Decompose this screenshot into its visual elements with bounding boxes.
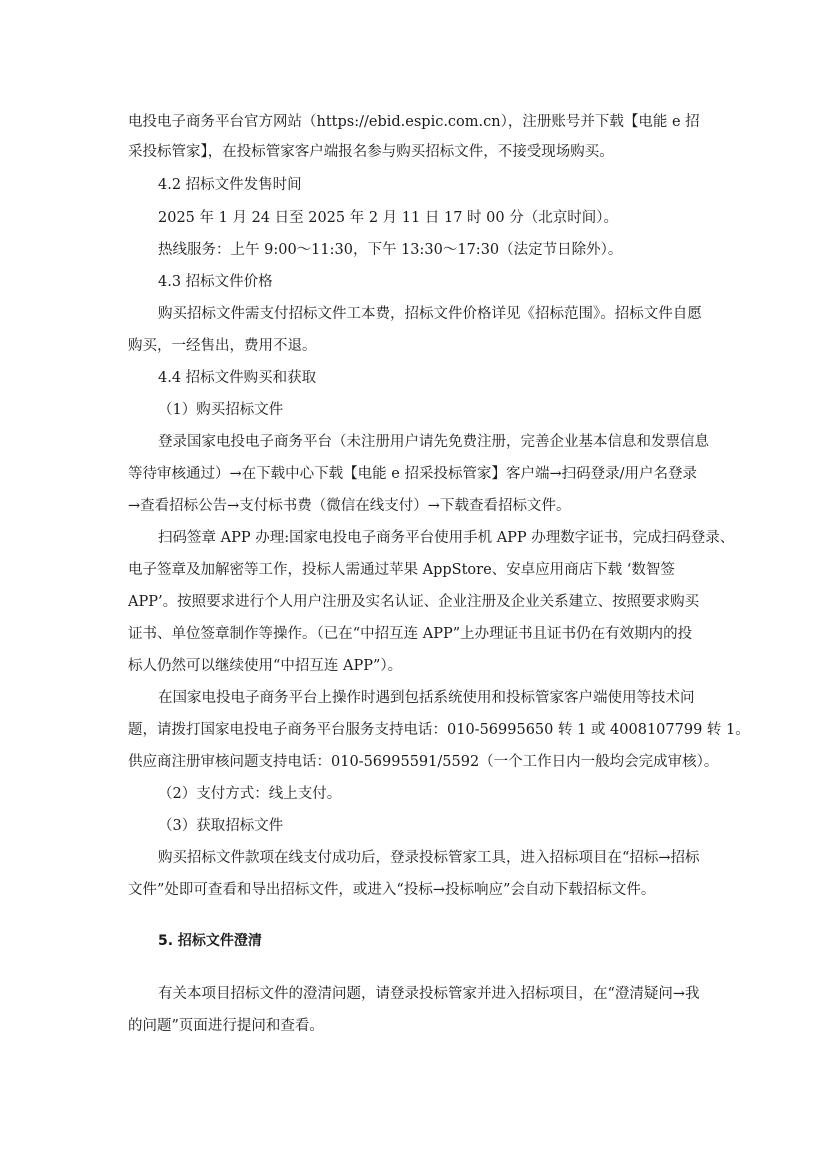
section-heading: 4.4 招标文件购买和获取: [158, 370, 317, 386]
body-line: 购买招标文件需支付招标文件工本费，招标文件价格详见《招标范围》。招标文件自愿: [158, 306, 702, 322]
body-line: 电投电子商务平台官方网站（https://ebid.espic.com.cn），注册账号并下载【电能 e 招: [128, 114, 700, 130]
body-line: 文件”处即可查看和导出招标文件，或进入“投标→投标响应”会自动下载招标文件。: [128, 882, 656, 898]
body-line: 供应商注册审核问题支持电话：010-56995591/5592（一个工作日内一般均会完成审核）。: [128, 754, 719, 770]
body-line: 电子签章及加解密等工作，投标人需通过苹果 AppStore、安卓应用商店下载 ‘数智签: [128, 562, 675, 578]
body-line: 题，请拨打国家电投电子商务平台服务支持电话：010-56995650 转 1 或 4008107799 转 1。: [128, 722, 750, 738]
body-line: 在国家电投电子商务平台上操作时遇到包括系统使用和投标管家客户端使用等技术问: [158, 690, 695, 706]
body-line: 标人仍然可以继续使用“中招互连 APP”）。: [128, 658, 403, 674]
subsection-heading: （1）购买招标文件: [158, 402, 284, 418]
body-line: →查看招标公告→支付标书费（微信在线支付）→下载查看招标文件。: [128, 498, 571, 514]
body-line: 证书、单位签章制作等操作。（已在“中招互连 APP”上办理证书且证书仍在有效期内的投: [128, 626, 693, 642]
body-line: APP’。按照要求进行个人用户注册及实名认证、企业注册及企业关系建立、按照要求购买: [128, 594, 700, 610]
subsection-heading: （2）支付方式：线上支付。: [158, 786, 342, 802]
body-line: 扫码签章 APP 办理:国家电投电子商务平台使用手机 APP 办理数字证书，完成扫码登录、: [158, 530, 735, 546]
body-line: 采投标管家】，在投标管家客户端报名参与购买招标文件，不接受现场购买。: [128, 144, 614, 160]
section-heading: 4.2 招标文件发售时间: [158, 177, 302, 193]
subsection-heading: （3）获取招标文件: [158, 818, 284, 834]
body-line: 等待审核通过）→在下载中心下载【电能 e 招采投标管家】客户端→扫码登录/用户名登录: [128, 466, 697, 482]
body-line: 2025 年 1 月 24 日至 2025 年 2 月 11 日 17 时 00 分（北京时间）。: [158, 210, 618, 226]
section-5-heading: 5. 招标文件澄清: [158, 933, 262, 949]
body-line: 有关本项目招标文件的澄清问题，请登录投标管家并进入招标项目，在“澄清疑问→我: [158, 986, 700, 1002]
section-heading: 4.3 招标文件价格: [158, 274, 273, 290]
body-line: 购买招标文件款项在线支付成功后，登录投标管家工具，进入招标项目在“招标→招标: [158, 850, 700, 866]
body-line: 的问题”页面进行提问和查看。: [128, 1018, 324, 1034]
body-line: 热线服务：上午 9:00～11:30，下午 13:30～17:30（法定节日除外）。: [158, 242, 623, 258]
body-line: 购买，一经售出，费用不退。: [128, 338, 317, 354]
body-line: 登录国家电投电子商务平台（未注册用户请先免费注册，完善企业基本信息和发票信息: [158, 434, 709, 450]
